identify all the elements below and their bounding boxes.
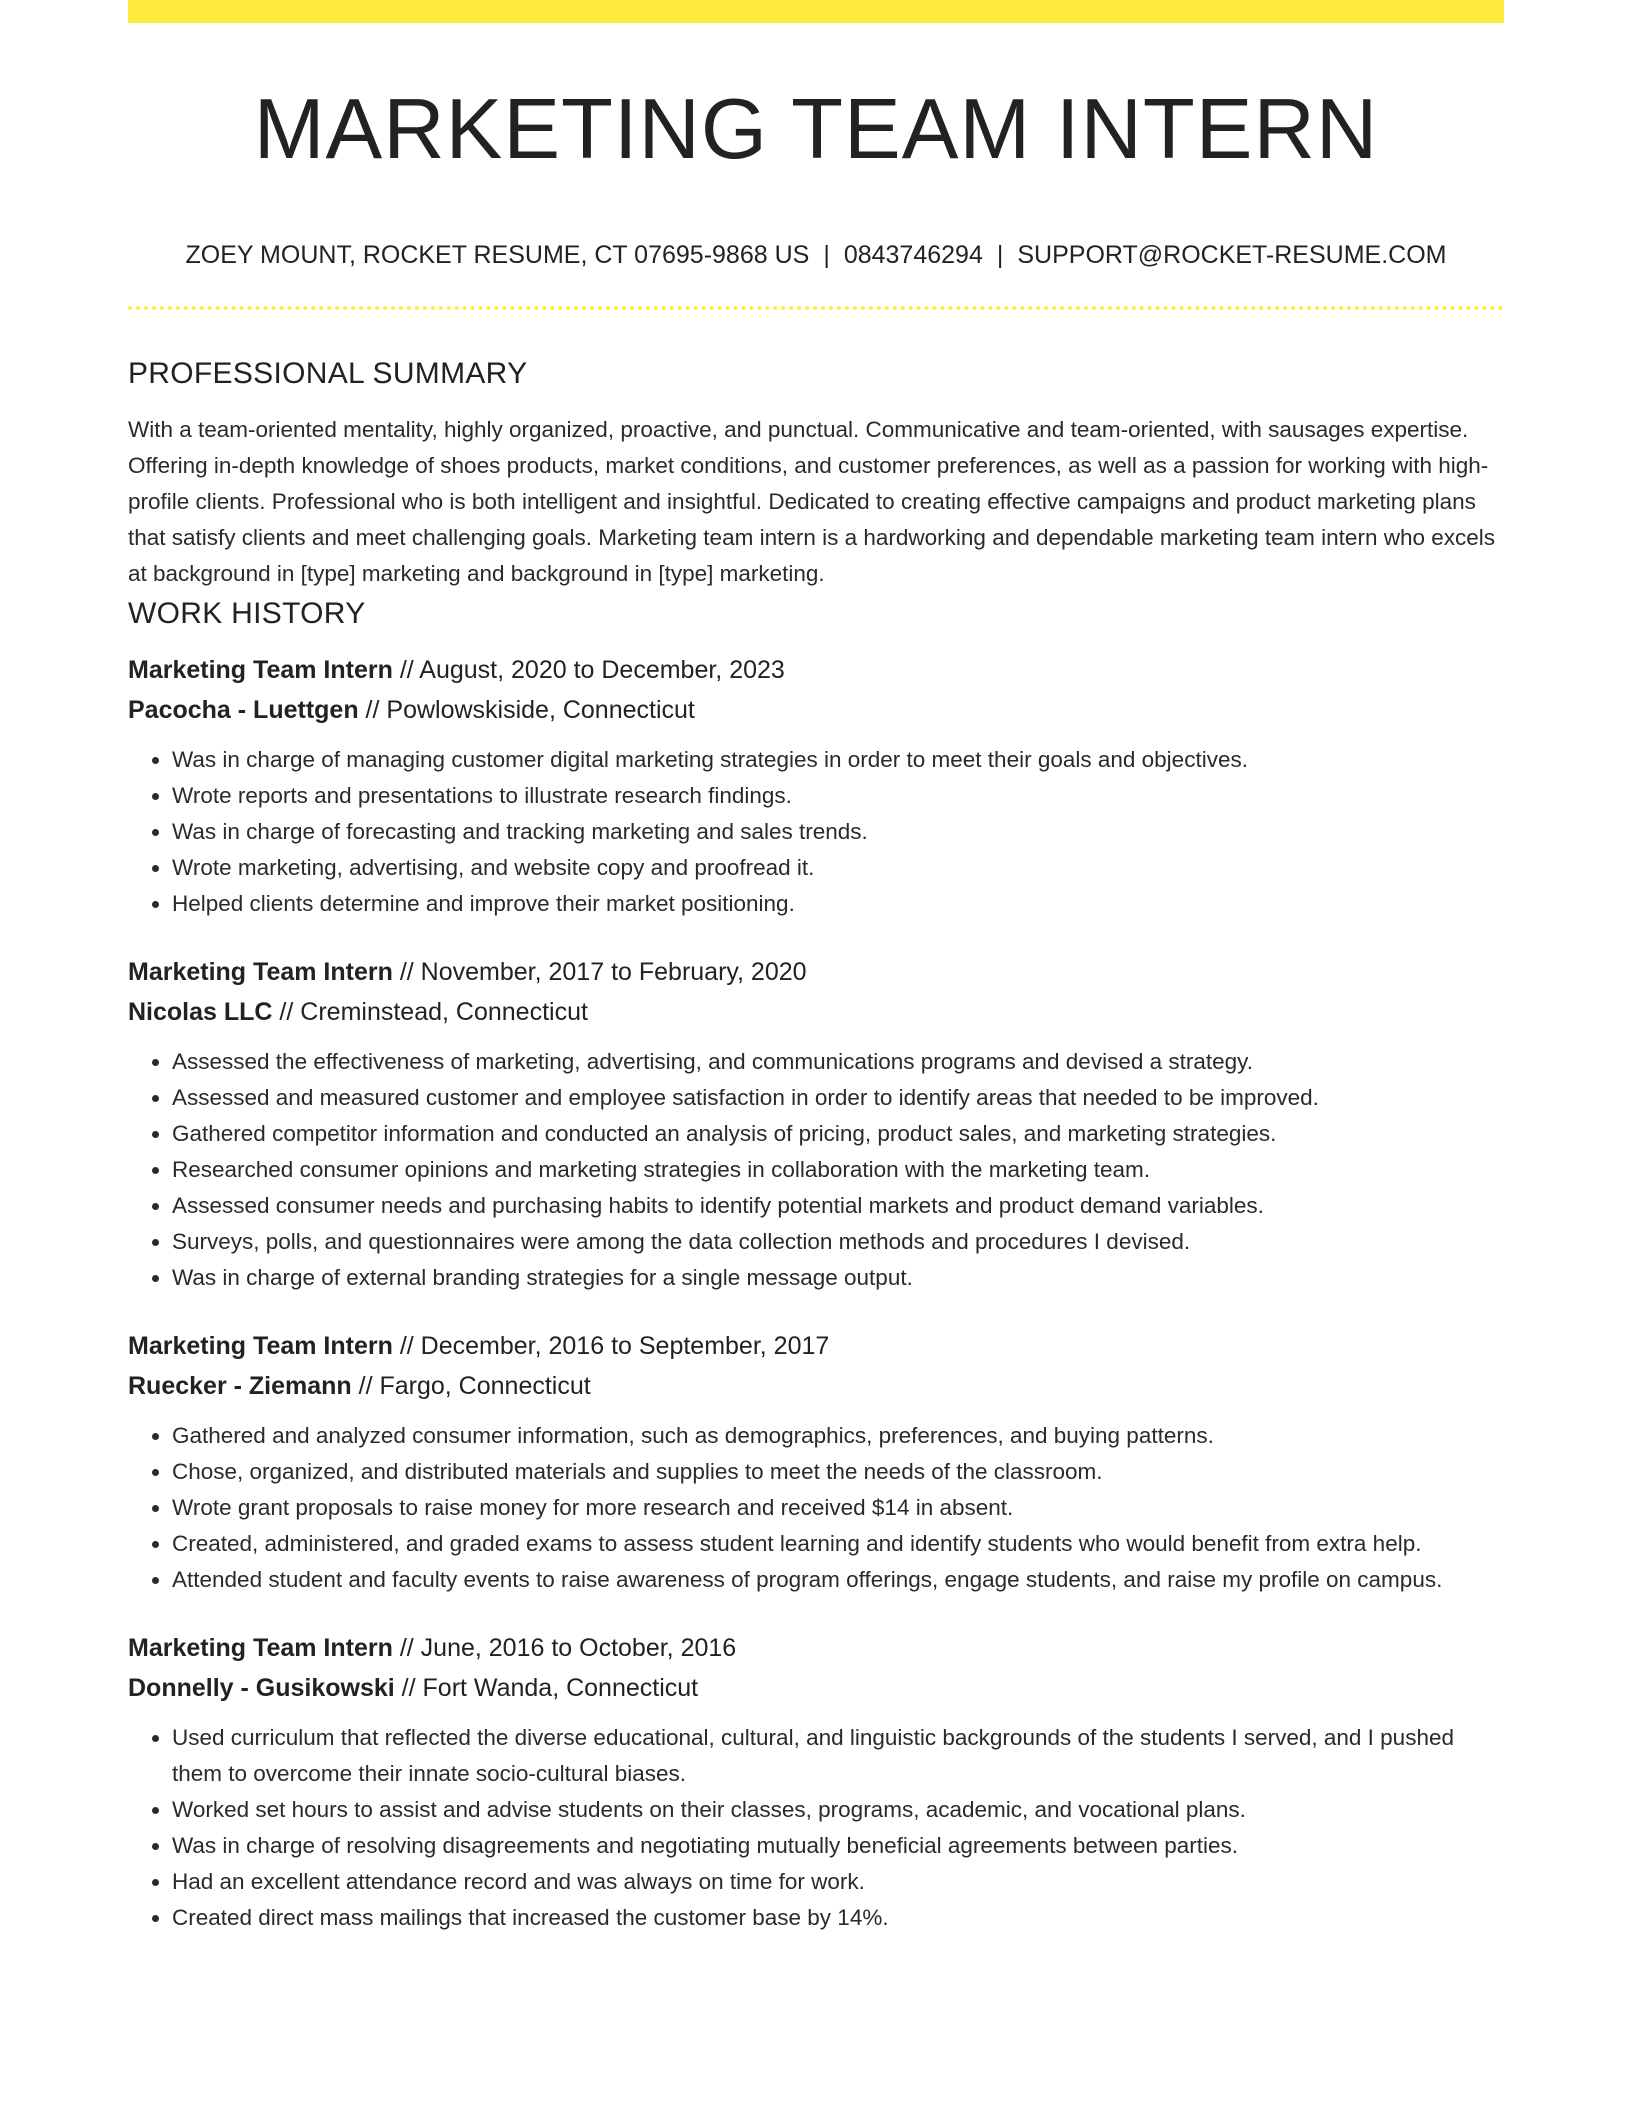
job-delimiter: // <box>351 1372 380 1400</box>
job-company-line <box>128 690 1504 730</box>
job-duty-item: • Created direct mass mailings that increased the customer base by 14%. <box>172 1900 1504 1936</box>
job-location: Creminstead, Connecticut <box>300 998 588 1026</box>
job-title: Marketing Team Intern <box>128 1332 393 1360</box>
job-delimiter: // <box>392 1634 421 1662</box>
job-company: Ruecker - Ziemann <box>128 1372 352 1400</box>
job-duty-item: • Wrote marketing, advertising, and website copy and proofread it. <box>172 850 1504 886</box>
job-company-line <box>128 992 1504 1032</box>
job-location: Fort Wanda, Connecticut <box>422 1674 699 1702</box>
contact-separator: | <box>996 241 1004 269</box>
job-entry <box>128 952 1504 1296</box>
job-duties-list <box>128 1044 1504 1296</box>
job-title: Marketing Team Intern <box>128 958 393 986</box>
job-company: Nicolas LLC <box>128 998 273 1026</box>
job-location: Fargo, Connecticut <box>379 1372 591 1400</box>
accent-top-bar <box>128 0 1504 23</box>
job-company: Pacocha - Luettgen <box>128 696 359 724</box>
job-duty-item: • Assessed the effectiveness of marketing, advertising, and communications programs and devised a strategy. <box>172 1044 1504 1080</box>
job-duty-item: • Chose, organized, and distributed materials and supplies to meet the needs of the classroom. <box>172 1454 1504 1490</box>
contact-separator: | <box>823 241 830 269</box>
job-title-line <box>128 1628 1504 1668</box>
job-duty-item: • Was in charge of forecasting and tracking marketing and sales trends. <box>172 814 1504 850</box>
job-delimiter: // <box>392 1332 421 1360</box>
job-duty-item: • Surveys, polls, and questionnaires were among the data collection methods and procedures I devised. <box>172 1224 1504 1260</box>
resume-title: MARKETING TEAM INTERN <box>253 82 1379 177</box>
job-title-line <box>128 650 1504 690</box>
summary-heading: PROFESSIONAL SUMMARY <box>128 357 528 390</box>
job-delimiter: // <box>392 958 421 986</box>
job-duty-item: • Worked set hours to assist and advise students on their classes, programs, academic, and vocational plans. <box>172 1792 1504 1828</box>
job-duties-list <box>128 1418 1504 1598</box>
contact-email: SUPPORT@ROCKET-RESUME.COM <box>1017 241 1447 269</box>
job-entry <box>128 650 1504 922</box>
work-history-section <box>128 592 1504 1936</box>
summary-text: With a team-oriented mentality, highly organized, proactive, and punctual. Communicative and team-oriented, with sausages expertise. Offering in-depth knowledge of shoes products, market conditions, and customer preferences, as well as a passion for working with high-profile clients. Professional who is both intelligent and insightful. Dedicated to creating effective campaigns and product marketing plans that satisfy clients and meet challenging goals. Marketing team intern is a hardworking and dependable marketing team intern who excels at background in [type] marketing and background in [type] marketing. <box>128 417 1496 586</box>
job-duty-item: • Assessed consumer needs and purchasing habits to identify potential markets and product demand variables. <box>172 1188 1504 1224</box>
job-duty-item: • Helped clients determine and improve their market positioning. <box>172 886 1504 922</box>
job-dates: June, 2016 to October, 2016 <box>420 1634 737 1662</box>
job-duty-item: • Gathered and analyzed consumer information, such as demographics, preferences, and buying patterns. <box>172 1418 1504 1454</box>
work-history-heading: WORK HISTORY <box>128 597 366 630</box>
job-delimiter: // <box>358 696 387 724</box>
job-duty-item: • Assessed and measured customer and employee satisfaction in order to identify areas that needed to be improved. <box>172 1080 1504 1116</box>
contact-address: ZOEY MOUNT, ROCKET RESUME, CT 07695-9868 US <box>185 241 810 269</box>
job-delimiter: // <box>394 1674 423 1702</box>
job-company: Donnelly - Gusikowski <box>128 1674 395 1702</box>
job-title-line <box>128 952 1504 992</box>
job-duties-list <box>128 1720 1504 1936</box>
job-duty-item: • Wrote grant proposals to raise money for more research and received $14 in absent. <box>172 1490 1504 1526</box>
contact-phone: 0843746294 <box>843 241 983 269</box>
summary-section <box>128 352 1504 592</box>
resume-content <box>128 352 1504 1936</box>
job-company-line <box>128 1668 1504 1708</box>
job-list <box>128 650 1504 1936</box>
job-dates: August, 2020 to December, 2023 <box>419 656 785 684</box>
job-title: Marketing Team Intern <box>128 1634 393 1662</box>
job-title: Marketing Team Intern <box>128 656 393 684</box>
job-duty-item: • Attended student and faculty events to raise awareness of program offerings, engage students, and raise my profile on campus. <box>172 1562 1504 1598</box>
job-dates: November, 2017 to February, 2020 <box>420 958 807 986</box>
job-duty-item: • Wrote reports and presentations to illustrate research findings. <box>172 778 1504 814</box>
job-duty-item: • Created, administered, and graded exams to assess student learning and identify students who would benefit from extra help. <box>172 1526 1504 1562</box>
job-entry <box>128 1326 1504 1598</box>
job-duty-item: • Was in charge of resolving disagreements and negotiating mutually beneficial agreements between parties. <box>172 1828 1504 1864</box>
job-entry <box>128 1628 1504 1936</box>
job-duty-item: • Researched consumer opinions and marketing strategies in collaboration with the marketing team. <box>172 1152 1504 1188</box>
job-duty-item: • Was in charge of managing customer digital marketing strategies in order to meet their goals and objectives. <box>172 742 1504 778</box>
contact-line <box>128 238 1504 272</box>
job-duty-item: • Gathered competitor information and conducted an analysis of pricing, product sales, and marketing strategies. <box>172 1116 1504 1152</box>
job-title-line <box>128 1326 1504 1366</box>
job-delimiter: // <box>392 656 420 684</box>
job-duties-list <box>128 742 1504 922</box>
job-duty-item: • Was in charge of external branding strategies for a single message output. <box>172 1260 1504 1296</box>
job-company-line <box>128 1366 1504 1406</box>
header-divider <box>128 306 1504 310</box>
job-delimiter: // <box>272 998 301 1026</box>
job-duty-item: • Had an excellent attendance record and was always on time for work. <box>172 1864 1504 1900</box>
job-location: Powlowskiside, Connecticut <box>386 696 695 724</box>
job-dates: December, 2016 to September, 2017 <box>420 1332 830 1360</box>
job-duty-item: • Used curriculum that reflected the diverse educational, cultural, and linguistic backgrounds of the students I served, and I pushed them to overcome their innate socio-cultural biases. <box>172 1720 1504 1792</box>
